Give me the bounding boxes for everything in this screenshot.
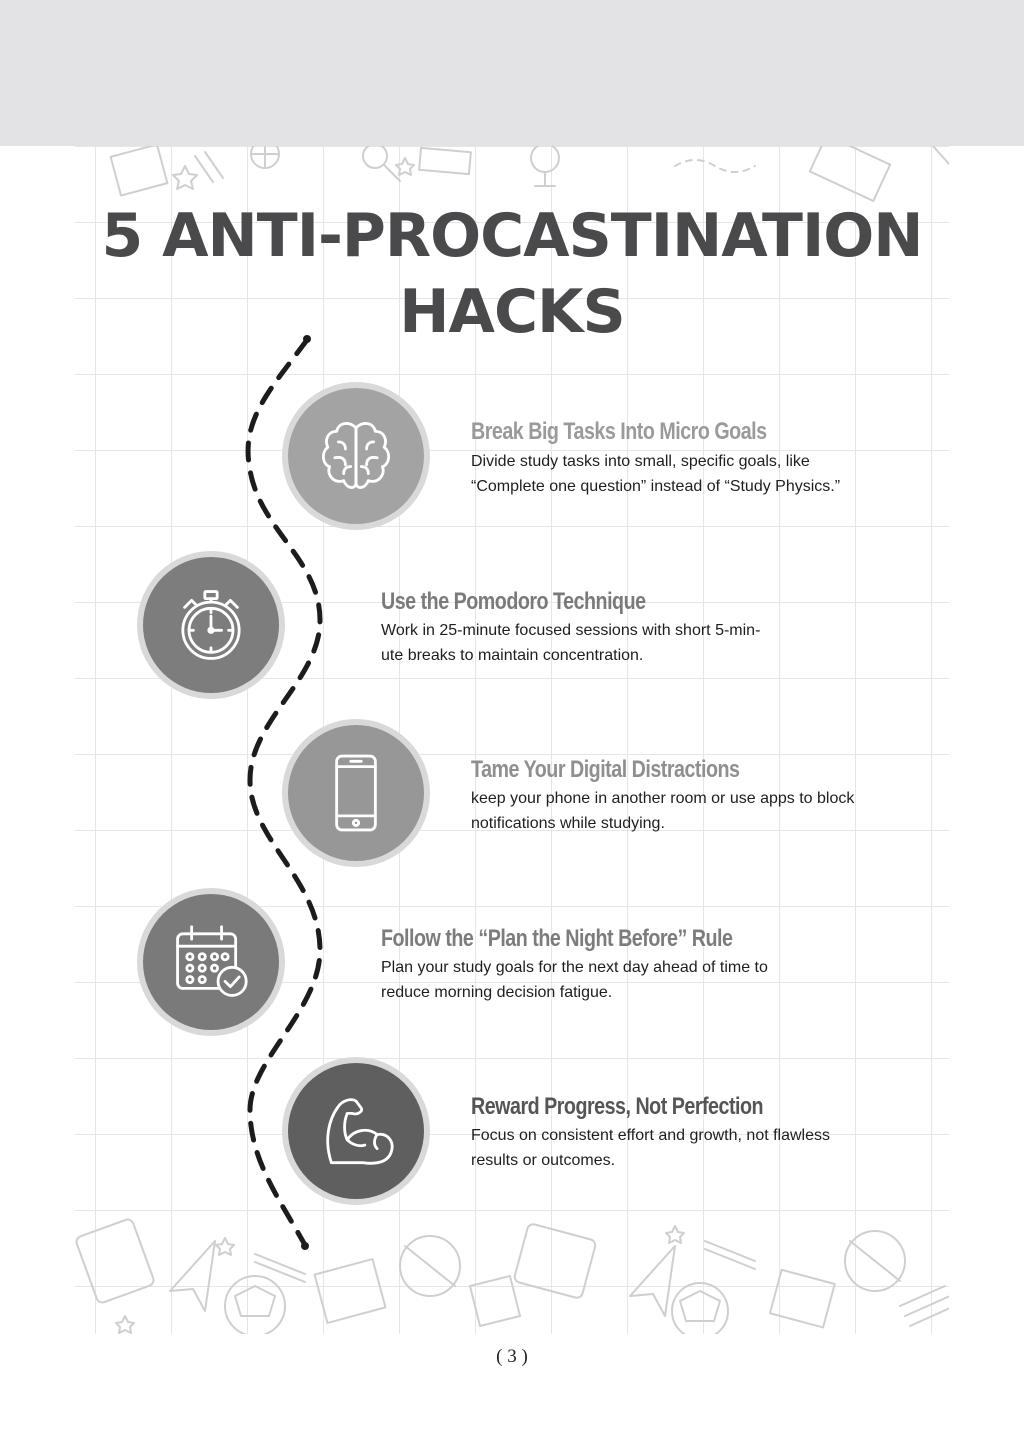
- step-4-description: [381, 955, 768, 1005]
- stopwatch-icon: [167, 581, 255, 669]
- step-4-desc-line-1: Plan your study goals for the next day ahead of time to: [381, 959, 768, 976]
- smartphone-icon: [312, 749, 400, 837]
- step-5-description: [471, 1123, 830, 1173]
- step-5-icon-circle: [288, 1063, 424, 1199]
- step-2-description: [381, 618, 760, 668]
- step-2-desc-line-2: ute breaks to maintain concentration.: [381, 647, 644, 664]
- step-3-desc-line-1: keep your phone in another room or use apps to block: [471, 790, 855, 807]
- step-4-title: Follow the “Plan the Night Before” Rule: [381, 925, 733, 952]
- flexed-arm-icon: [312, 1087, 400, 1175]
- step-3-desc-line-2: notifications while studying.: [471, 815, 665, 832]
- step-1-icon-circle: [288, 388, 424, 524]
- step-3-icon-circle: [288, 725, 424, 861]
- step-5-desc-line-1: Focus on consistent effort and growth, not flawless: [471, 1127, 831, 1144]
- step-2-title: Use the Pomodoro Technique: [381, 588, 646, 615]
- step-3-title: Tame Your Digital Distractions: [471, 756, 740, 783]
- step-4-desc-line-2: reduce morning decision fatigue.: [381, 984, 613, 1001]
- step-1-desc-line-1: Divide study tasks into small, specific goals, like: [471, 453, 810, 470]
- step-5-desc-line-2: results or outcomes.: [471, 1152, 616, 1169]
- step-5-title: Reward Progress, Not Perfection: [471, 1093, 764, 1120]
- step-2-icon-circle: [143, 557, 279, 693]
- step-1-desc-line-2: “Complete one question” instead of “Study Physics.”: [471, 478, 841, 495]
- calendar-check-icon: [167, 918, 255, 1006]
- step-2-desc-line-1: Work in 25-minute focused sessions with short 5-min-: [381, 622, 761, 639]
- step-1-title: Break Big Tasks Into Micro Goals: [471, 418, 767, 445]
- page-title-line-2: HACKS: [399, 277, 625, 347]
- step-3-description: [471, 786, 854, 836]
- page-number: ( 3 ): [496, 1346, 528, 1367]
- step-1-description: [471, 449, 840, 499]
- brain-icon: [312, 412, 400, 500]
- page-title-line-1: 5 ANTI-PROCASTINATION: [101, 201, 923, 271]
- step-4-icon-circle: [143, 894, 279, 1030]
